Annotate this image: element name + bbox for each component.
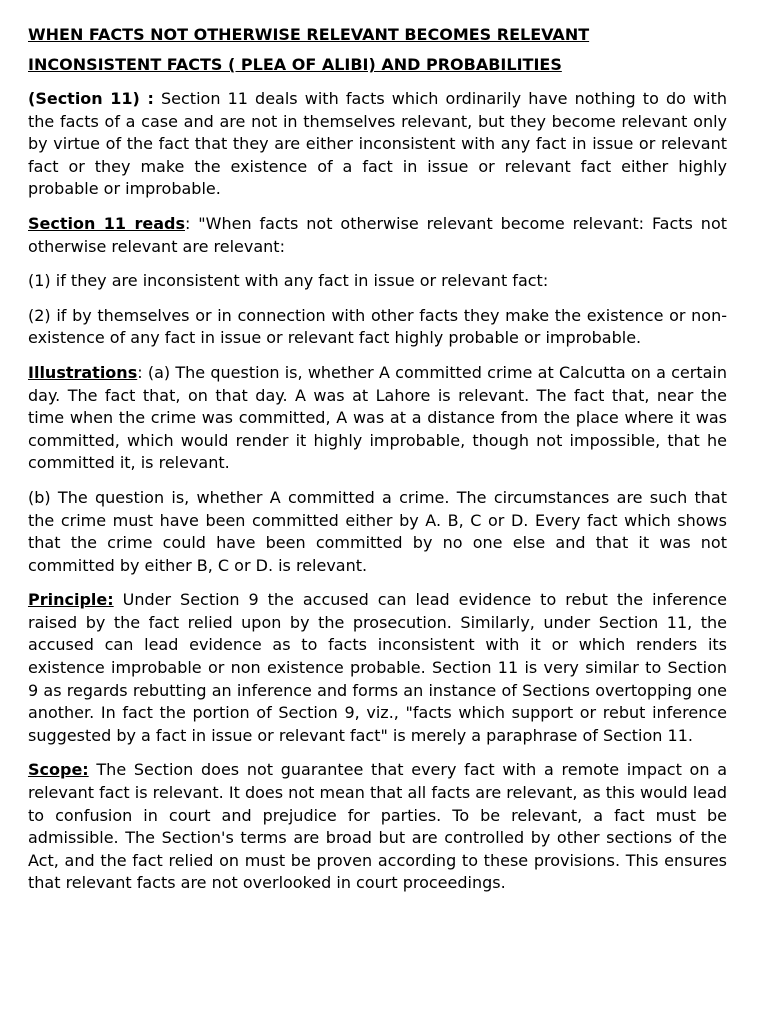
- clause-2-paragraph: (2) if by themselves or in connection with other facts they make the existence or non-existence of any fact in issue or relevant fact highly probable or improbable.: [28, 305, 727, 348]
- scope-paragraph: [28, 759, 727, 895]
- principle-text: Under Section 9 the accused can lead evidence to rebut the inference raised by the fact relied upon by the prosecution. Similarly, under Section 11, the accused can lead evidence as to facts inconsistent with it or which renders its existence improbable or non existence probable. Section 11 is very similar to Section 9 as regards rebutting an inference and forms an instance of Sections overtopping one another. In fact the portion of Section 9, viz., "facts which support or rebut inference suggested by a fact in issue or relevant fact" is merely a paraphrase of Section 11.: [28, 590, 727, 745]
- principle-lead: Principle:: [28, 590, 114, 610]
- section-11-reads-text: : "When facts not otherwise relevant become relevant: Facts not otherwise relevant are relevant:: [28, 213, 728, 256]
- illustrations-text: : (a) The question is, whether A committed crime at Calcutta on a certain day. The fact that, on that day. A was at Lahore is relevant. The fact that, near the time when the crime was committed, A was at a distance from the place where it was committed, which would render it highly improbable, though not impossible, that he committed it, is relevant.: [28, 362, 727, 473]
- illustration-b-paragraph: (b) The question is, whether A committed a crime. The circumstances are such that the crime must have been committed either by A. B, C or D. Every fact which shows that the crime could have been committed by no one else and that it was not committed by either B, C or D. is relevant.: [28, 487, 727, 575]
- document-subtitle: INCONSISTENT FACTS ( PLEA OF ALIBI) AND PROBABILITIES: [28, 55, 562, 74]
- illustrations-paragraph: [28, 362, 727, 475]
- scope-text: The Section does not guarantee that every fact with a remote impact on a relevant fact is relevant. It does not mean that all facts are relevant, as this would lead to confusion in court and prejudice for parties. To be relevant, a fact must be admissible. The Section's terms are broad but are controlled by other sections of the Act, and the fact relied on must be proven according to these provisions. This ensures that relevant facts are not overlooked in court proceedings.: [28, 760, 727, 893]
- principle-paragraph: [28, 589, 727, 747]
- section-11-reads-lead: Section 11 reads: [28, 213, 185, 233]
- section-11-text: Section 11 deals with facts which ordinarily have nothing to do with the facts of a case and are not in themselves relevant, but they become relevant only by virtue of the fact that they are either inconsistent with any fact in issue or relevant fact or they make the existence of a fact in issue or relevant fact either highly probable or improbable.: [28, 89, 728, 199]
- illustrations-lead: Illustrations: [28, 362, 138, 382]
- section-11-paragraph: [28, 88, 727, 201]
- scope-lead: Scope:: [28, 760, 89, 780]
- section-11-lead: (Section 11) :: [28, 89, 154, 108]
- clause-1-paragraph: (1) if they are inconsistent with any fact in issue or relevant fact:: [28, 271, 549, 291]
- document-title: WHEN FACTS NOT OTHERWISE RELEVANT BECOMES RELEVANT: [28, 25, 590, 44]
- section-11-reads-paragraph: [28, 213, 727, 258]
